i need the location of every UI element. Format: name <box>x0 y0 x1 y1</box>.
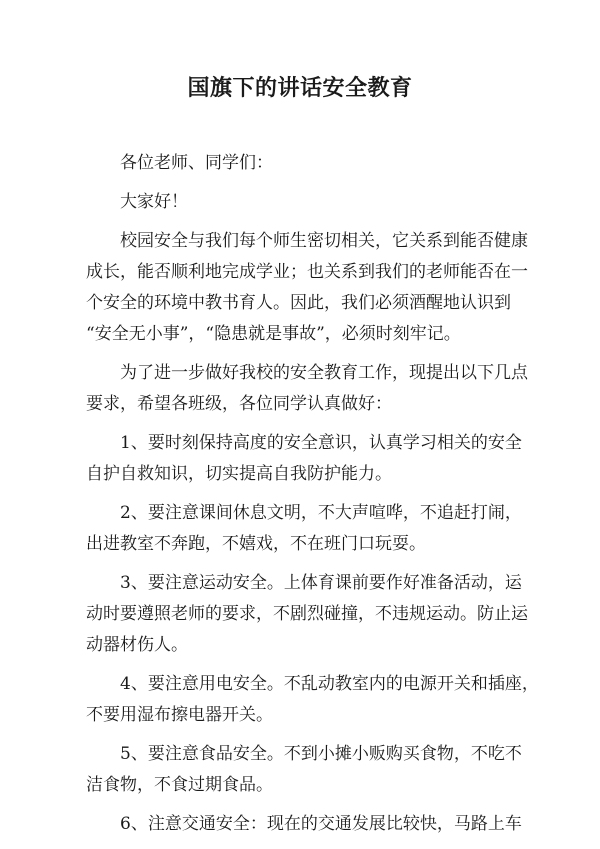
text-line: 5、要注意食品安全。不到小摊小贩购买食物，不吃不 <box>120 744 522 764</box>
document-title: 国旗下的讲话安全教育 <box>187 76 413 101</box>
text-line: 出进教室不奔跑，不嬉戏，不在班门口玩耍。 <box>86 534 426 554</box>
paragraph-item-6 <box>86 809 522 840</box>
paragraph-hello <box>86 187 516 218</box>
text-line: 大家好！ <box>120 192 188 212</box>
paragraph-item-4 <box>86 669 539 731</box>
text-line: 3、要注意运动安全。上体育课前要作好准备活动，运 <box>120 573 522 593</box>
text-line: 要求，希望各班级，各位同学认真做好： <box>86 394 392 414</box>
text-line: 动器材伤人。 <box>86 635 188 655</box>
document-body <box>86 148 539 848</box>
paragraph-greeting <box>86 148 516 179</box>
text-line: 动时要遵照老师的要求，不剧烈碰撞，不违规运动。防止运 <box>86 604 528 624</box>
text-line: 校园安全与我们每个师生密切相关，它关系到能否健康 <box>120 231 528 251</box>
text-line: 成长，能否顺利地完成学业；也关系到我们的老师能否在一 <box>86 262 528 282</box>
paragraph-item-1 <box>86 428 522 490</box>
text-line: 不要用湿布擦电器开关。 <box>86 705 273 725</box>
text-line: 2、要注意课间休息文明，不大声喧哗，不追赶打闹， <box>120 503 522 523</box>
paragraph-item-5 <box>86 739 522 801</box>
text-line: 洁食物，不食过期食品。 <box>86 775 273 795</box>
text-line: 个安全的环境中教书育人。因此，我们必须酒醒地认识到 <box>86 293 511 313</box>
text-line: 6、注意交通安全：现在的交通发展比较快，马路上车 <box>120 814 522 834</box>
text-line: 4、要注意用电安全。不乱动教室内的电源开关和插座， <box>120 674 539 694</box>
text-line: 1、要时刻保持高度的安全意识，认真学习相关的安全 <box>120 433 522 453</box>
paragraph-intro <box>86 226 528 350</box>
text-line: “安全无小事”，“隐患就是事故”，必须时刻牢记。 <box>86 324 461 344</box>
text-line: 自护自救知识，切实提高自我防护能力。 <box>86 464 392 484</box>
text-line: 各位老师、同学们： <box>120 153 273 173</box>
paragraph-requirements <box>86 358 528 420</box>
text-line: 为了进一步做好我校的安全教育工作，现提出以下几点 <box>120 363 528 383</box>
paragraph-item-3 <box>86 568 528 661</box>
paragraph-item-2 <box>86 498 522 560</box>
